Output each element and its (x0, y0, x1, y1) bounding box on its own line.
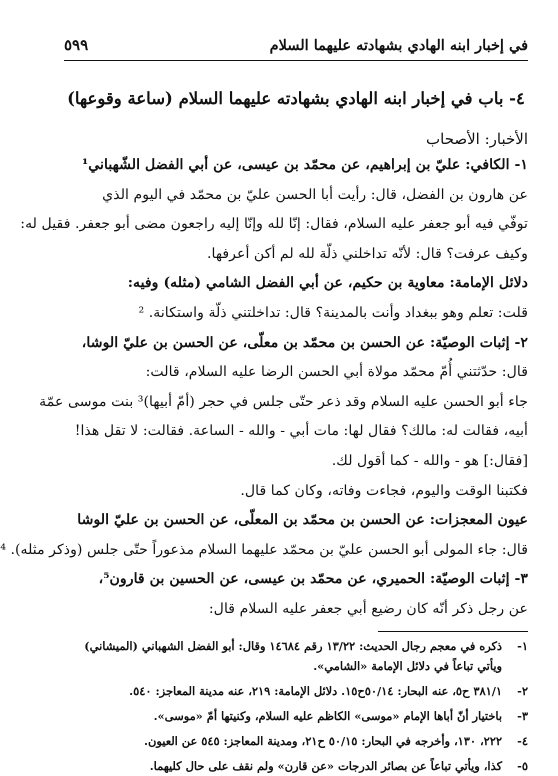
footnote-line: ذكره في معجم رجال الحديث: ١٣/٢٢ رقم ١٤٦٨٤ وقال: أبو الفضل الشهباني (الميشاني) (84, 638, 502, 653)
footnote-line: ويأتي تباعاً في دلائل الإمامة «الشامي». (313, 658, 502, 673)
text-line: قال: جاء المولى أبو الحسن عليّ بن محمّد عليهما السلام مذعوراً حتّى جلس (وذكر مثله). ⁴ (0, 541, 528, 558)
text-line: قال: حدّثتني أُمّ محمّد مولاة أبي الحسن الرضا عليه السلام، قالت: (145, 364, 528, 381)
footnote-line: ٢٢٢، ١٣٠، وأخرجه في البحار: ٥٠/١٥ ح٢١، ومدينة المعاجز: ٥٤٥ عن العيون. (144, 733, 502, 748)
text-line: عن رجل ذكر أنّه كان رضيع أبي جعفر عليه السلام قال: (208, 600, 528, 617)
text-line: توفّي فيه أبو جعفر عليه السلام، فقال: إنّا لله وإنّا إليه راجعون مضى أبو جعفر. فقيل له: (20, 216, 528, 233)
text-line: وكيف عرفت؟ قال: لأنّه تداخلني ذلّة لله لم أكن أعرفها. (207, 245, 528, 262)
text-line: جاء أبو الحسن عليه السلام وقد ذعر حتّى جلس في حجر (أمّ أبيها)³ بنت موسى عمّة (39, 393, 528, 410)
running-head: في إخبار ابنه الهادي بشهادته عليهما السلام (269, 37, 528, 54)
footnote-rule (378, 631, 528, 632)
page-number: ٥٩٩ (64, 36, 89, 54)
text-line: ٢- إثبات الوصيّة: عن الحسن بن محمّد بن معلّى، عن الحسن بن عليّ الوشا، (81, 334, 528, 351)
text-line: ٣- إثبات الوصيّة: الحميري، عن محمّد بن عيسى، عن الحسين بن قارون⁵، (98, 571, 528, 588)
footnote-text (64, 636, 502, 676)
footnote-text (64, 681, 502, 701)
footnote-text (64, 731, 502, 751)
footnote-number: ١- (517, 638, 528, 653)
text-line: عيون المعجزات: عن الحسن بن محمّد بن المعلّى، عن الحسن بن عليّ الوشا (77, 512, 528, 529)
body-text (0, 151, 528, 625)
footnote-number: ٥- (517, 758, 528, 773)
footnote-text (64, 756, 502, 776)
footnote (64, 706, 528, 726)
footnote (64, 681, 528, 701)
footnote (64, 756, 528, 776)
text-line: قلت: تعلم وهو ببغداد وأنت بالمدينة؟ قال: تداخلتني ذلّة واستكانة. ² (138, 304, 528, 321)
footnote-number: ٤- (517, 733, 528, 748)
footnote (64, 731, 528, 751)
footnote-number: ٢- (517, 683, 528, 698)
text-line: ١- الكافي: عليّ بن إبراهيم، عن محمّد بن عيسى، عن أبي الفضل الشّهباني¹ (82, 157, 528, 173)
text-line: [فقال:] هو - والله - كما أقول لك. (331, 452, 528, 469)
text-line: عن هارون بن الفضل، قال: رأيت أبا الحسن عليّ بن محمّد في اليوم الذي (102, 186, 528, 203)
page-header (64, 0, 528, 54)
footnote-line: كذا، ويأتي تباعاً عن بصائر الدرجات «عن قارن» ولم نقف على حال كليهما. (149, 758, 502, 773)
footnote-line: ٣٨١/١ ح٥، عنه البحار: ٥٠/١٤ح١٥. دلائل الإمامة: ٢١٩، عنه مدينة المعاجز: ٥٤٠. (129, 683, 502, 698)
footnote-text (64, 706, 502, 726)
footnotes (64, 636, 528, 776)
text-line: أبيه، فقالت له: مالك؟ فقال لها: مات أبي - والله - الساعة. فقالت: لا تقل هذا! (74, 423, 528, 440)
chapter-title: ٤- باب في إخبار ابنه الهادي بشهادته عليهما السلام (ساعة وقوعها) (67, 89, 525, 108)
section-heading: الأخبار: الأصحاب (426, 130, 528, 148)
footnote (64, 636, 528, 676)
footnote-line: باختيار أنّ أباها الإمام «موسى» الكاظم عليه السلام، وكنيتها أمّ «موسى». (153, 708, 502, 723)
text-line: فكتبنا الوقت واليوم، فجاءت وفاته، وكان كما قال. (240, 482, 528, 499)
text-line: دلائل الإمامة: معاوية بن حكيم، عن أبي الفضل الشامي (مثله) وفيه: (127, 275, 528, 292)
header-rule (64, 60, 528, 61)
footnote-number: ٣- (517, 708, 528, 723)
